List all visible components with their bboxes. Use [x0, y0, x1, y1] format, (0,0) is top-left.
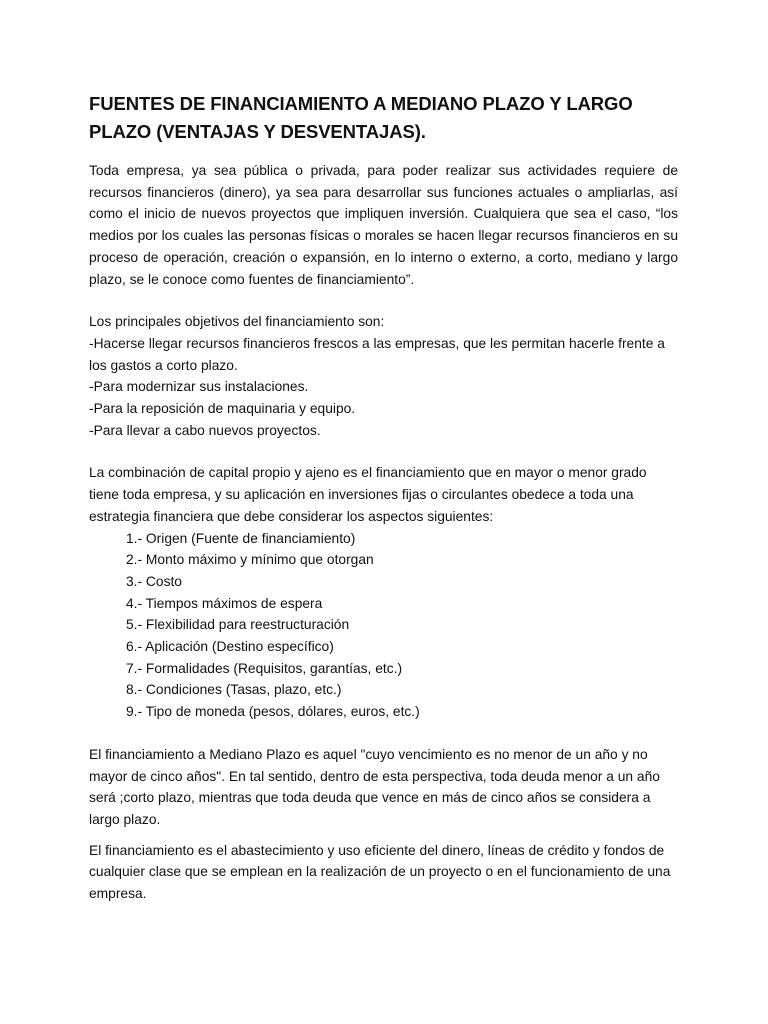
objectives-heading: Los principales objetivos del financiamiento son:: [89, 314, 385, 330]
list-item: 7.- Formalidades (Requisitos, garantías, etc.): [126, 660, 403, 676]
definition-paragraph: El financiamiento es el abastecimiento y uso eficiente del dinero, líneas de crédito y fondos de cualquier clase que se emplean en la realización de un proyecto o en el funcionamiento de una empresa.: [89, 842, 671, 902]
intro-paragraph: Toda empresa, ya sea pública o privada, para poder realizar sus actividades requiere de recursos financieros (dinero), ya sea para desarrollar sus funciones actuales o ampliarlas, así como el inicio de nuevos proyectos que impliquen inversión. Cualquiera que sea el caso, “los medios por los cuales las personas físicas o morales se hacen llegar recursos financieros en su proceso de operación, creación o expansión, en lo interno o externo, a corto, mediano y largo plazo, se le conoce como fuentes de financiamiento”.: [89, 163, 678, 287]
list-item: 9.- Tipo de moneda (pesos, dólares, euros, etc.): [126, 704, 420, 720]
list-item: 8.- Condiciones (Tasas, plazo, etc.): [126, 682, 342, 698]
objective-item: -Para llevar a cabo nuevos proyectos.: [89, 422, 321, 438]
list-item: 6.- Aplicación (Destino específico): [126, 639, 334, 655]
aspects-list: [89, 528, 678, 723]
list-item: 3.- Costo: [126, 573, 182, 589]
objective-item: -Hacerse llegar recursos financieros frescos a las empresas, que les permitan hacerle frente a los gastos a corto plazo.: [89, 335, 665, 373]
spacer: [89, 831, 678, 840]
spacer: [89, 290, 678, 311]
spacer: [89, 441, 678, 462]
medium-term-paragraph: El financiamiento a Mediano Plazo es aquel "cuyo vencimiento es no menor de un año y no mayor de cinco años". En tal sentido, dentro de esta perspectiva, toda deuda menor a un año será ;corto plazo, mientras que toda deuda que vence en más de cinco años se considera a largo plazo.: [89, 746, 660, 827]
combination-paragraph: La combinación de capital propio y ajeno es el financiamiento que en mayor o menor grado tiene toda empresa, y su aplicación en inversiones fijas o circulantes obedece a toda una estrategia financiera que debe considerar los aspectos siguientes:: [89, 465, 647, 524]
list-item: 5.- Flexibilidad para reestructuración: [126, 617, 350, 633]
objectives-section: [89, 311, 678, 441]
objective-item: -Para la reposición de maquinaria y equipo.: [89, 401, 356, 417]
list-item: 4.- Tiempos máximos de espera: [126, 595, 323, 611]
objective-item: -Para modernizar sus instalaciones.: [89, 379, 309, 395]
spacer: [89, 723, 678, 744]
document-title: FUENTES DE FINANCIAMIENTO A MEDIANO PLAZO Y LARGO PLAZO (VENTAJAS Y DESVENTAJAS).: [89, 93, 633, 142]
list-item: 1.- Origen (Fuente de financiamiento): [126, 530, 356, 546]
list-item: 2.- Monto máximo y mínimo que otorgan: [126, 552, 374, 568]
